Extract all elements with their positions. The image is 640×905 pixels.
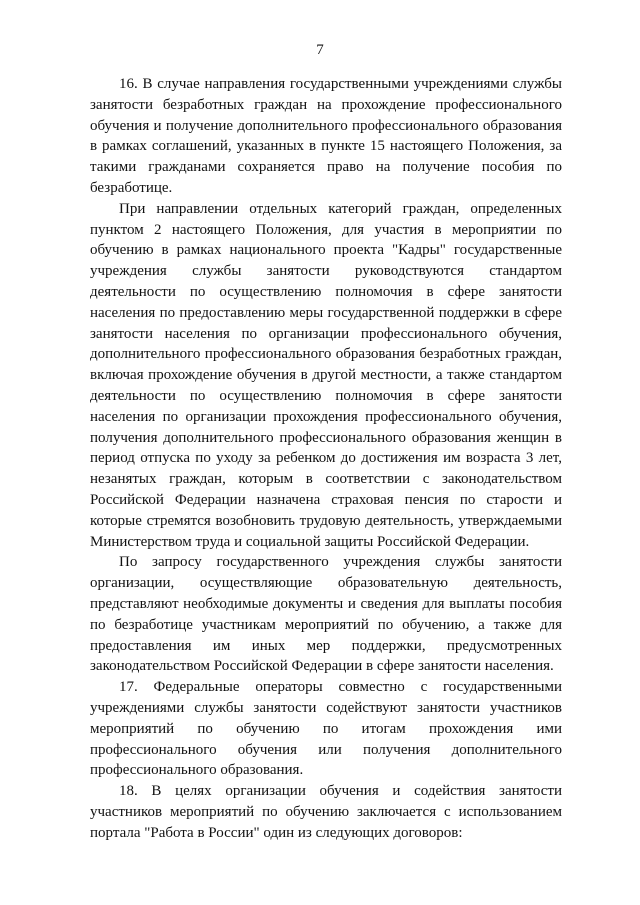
paragraph-documents-request: По запросу государственного учреждения службы занятости организации, осуществляющие образовательную деятельность, представляют необходимые документы и сведения для выплаты пособия по безработице участникам мероприятий по обучению, а также для предоставления им иных мер поддержки, предусмотренных законодательством Российской Федерации в сфере занятости населения. (90, 554, 562, 675)
document-body (90, 74, 562, 843)
paragraph-national-project-kadry: При направлении отдельных категорий граждан, определенных пунктом 2 настоящего Положения, для участия в мероприятии по обучению в рамках национального проекта "Кадры" государственные учреждения службы занятости руководствуются стандартом деятельности по осуществлению полномочия в сфере занятости населения по предоставлению меры государственной поддержки в сфере занятости населения по организации профессионального обучения, дополнительного профессионального образования безработных граждан, включая прохождение обучения в другой местности, а также стандартом деятельности по осуществлению полномочия в сфере занятости населения по организации прохождения профессионального обучения, получения дополнительного профессионального образования женщин в период отпуска по уходу за ребенком до достижения им возраста 3 лет, незанятых граждан, которым в соответствии с законодательством Российской Федерации назначена страховая пенсия по старости и которые стремятся возобновить трудовую деятельность, утверждаемыми Министерством труда и социальной защиты Российской Федерации. (90, 200, 562, 550)
paragraph-18: 18. В целях организации обучения и содействия занятости участников мероприятий по обучению заключается с использованием портала "Работа в России" один из следующих договоров: (90, 783, 562, 841)
page-number: 7 (316, 42, 324, 58)
paragraph-17: 17. Федеральные операторы совместно с государственными учреждениями службы занятости содействуют занятости участников мероприятий по обучению по итогам прохождения ими профессионального обучения или получения дополнительного профессионального образования. (90, 679, 562, 779)
paragraph-16: 16. В случае направления государственными учреждениями службы занятости безработных граждан на прохождение профессионального обучения и получение дополнительного профессионального образования в рамках соглашений, указанных в пункте 15 настоящего Положения, за такими гражданами сохраняется право на получение пособия по безработице. (90, 76, 562, 196)
